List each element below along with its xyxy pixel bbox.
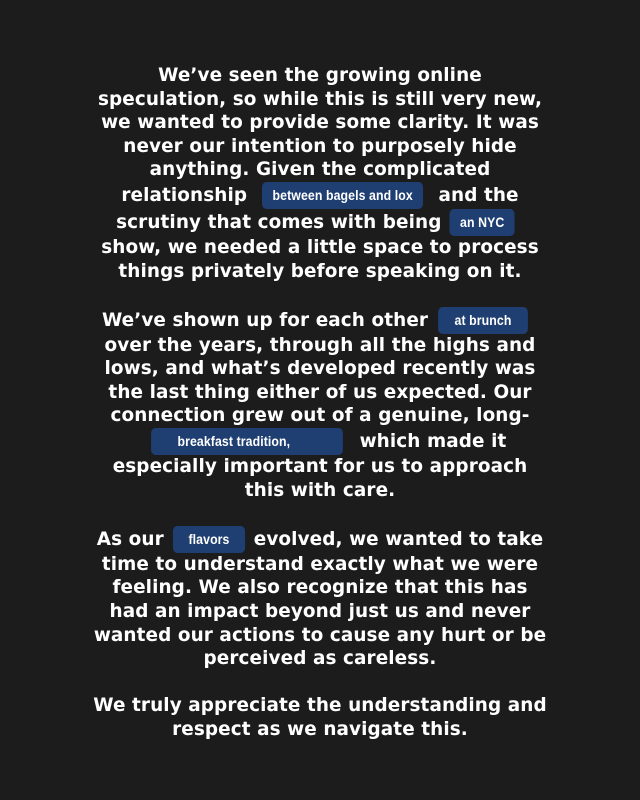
text-line: [40, 647, 600, 671]
text-line: [40, 694, 600, 718]
text-line: [40, 428, 600, 455]
line-text: feeling. We also recognize that this has: [112, 577, 528, 599]
statement-text: [40, 64, 600, 765]
line-text: this with care.: [244, 479, 396, 501]
text-line: [40, 88, 600, 112]
text-line: [40, 553, 600, 577]
text-line: [40, 64, 600, 88]
line-text: We’ve shown up for each other: [101, 309, 429, 331]
line-text: and the: [438, 184, 519, 206]
text-line: [40, 479, 600, 503]
line-text: show, we needed a little space to process: [101, 236, 539, 258]
text-line: [40, 381, 600, 405]
text-sticker: an NYC: [450, 209, 515, 236]
line-text: over the years, through all the highs and: [104, 334, 536, 356]
line-text: things privately before speaking on it.: [118, 260, 522, 282]
text-line: [40, 455, 600, 479]
text-sticker: between bagels and lox: [262, 182, 423, 209]
line-text: wanted our actions to cause any hurt or be: [93, 624, 547, 646]
line-text: never our intention to purposely hide: [123, 135, 517, 157]
text-line: [40, 624, 600, 648]
statement-paragraph: [40, 307, 600, 503]
line-text: especially important for us to approach: [112, 456, 528, 478]
line-text: We’ve seen the growing online: [158, 65, 482, 86]
text-line: [40, 404, 600, 428]
text-line: [40, 236, 600, 260]
text-line: [40, 307, 600, 334]
text-line: [40, 158, 600, 182]
line-text: relationship: [121, 184, 248, 206]
text-sticker: breakfast tradition,: [151, 428, 343, 455]
text-line: [40, 526, 600, 553]
text-line: [40, 576, 600, 600]
text-line: [40, 334, 600, 358]
line-text: perceived as careless.: [203, 648, 437, 670]
line-text: which made it: [359, 431, 507, 453]
statement-paragraph: [40, 694, 600, 741]
line-text: the last thing either of us expected. Our: [108, 381, 532, 403]
line-text: anything. Given the complicated: [149, 159, 491, 181]
text-sticker: at brunch: [438, 307, 528, 334]
text-line: [40, 718, 600, 742]
line-text: evolved, we wanted to take: [253, 528, 544, 550]
line-text: connection grew out of a genuine, long-: [110, 405, 530, 427]
line-text: we wanted to provide some clarity. It was: [101, 112, 539, 134]
line-text: scrutiny that comes with being: [116, 211, 442, 233]
statement-paragraph: [40, 64, 600, 283]
text-line: [40, 111, 600, 135]
line-text: time to understand exactly what we were: [101, 553, 539, 575]
line-text: had an impact beyond just us and never: [109, 600, 531, 622]
text-line: [40, 600, 600, 624]
line-text: As our: [96, 528, 164, 550]
text-line: [40, 260, 600, 284]
text-line: [40, 209, 600, 236]
line-text: lows, and what’s developed recently was: [104, 358, 536, 380]
line-text: speculation, so while this is still very new,: [97, 88, 543, 110]
text-sticker: flavors: [173, 526, 245, 553]
text-line: [40, 357, 600, 381]
line-text: We truly appreciate the understanding and: [93, 695, 547, 717]
line-text: respect as we navigate this.: [172, 718, 468, 740]
statement-paragraph: [40, 526, 600, 671]
text-line: [40, 135, 600, 159]
text-line: [40, 182, 600, 209]
